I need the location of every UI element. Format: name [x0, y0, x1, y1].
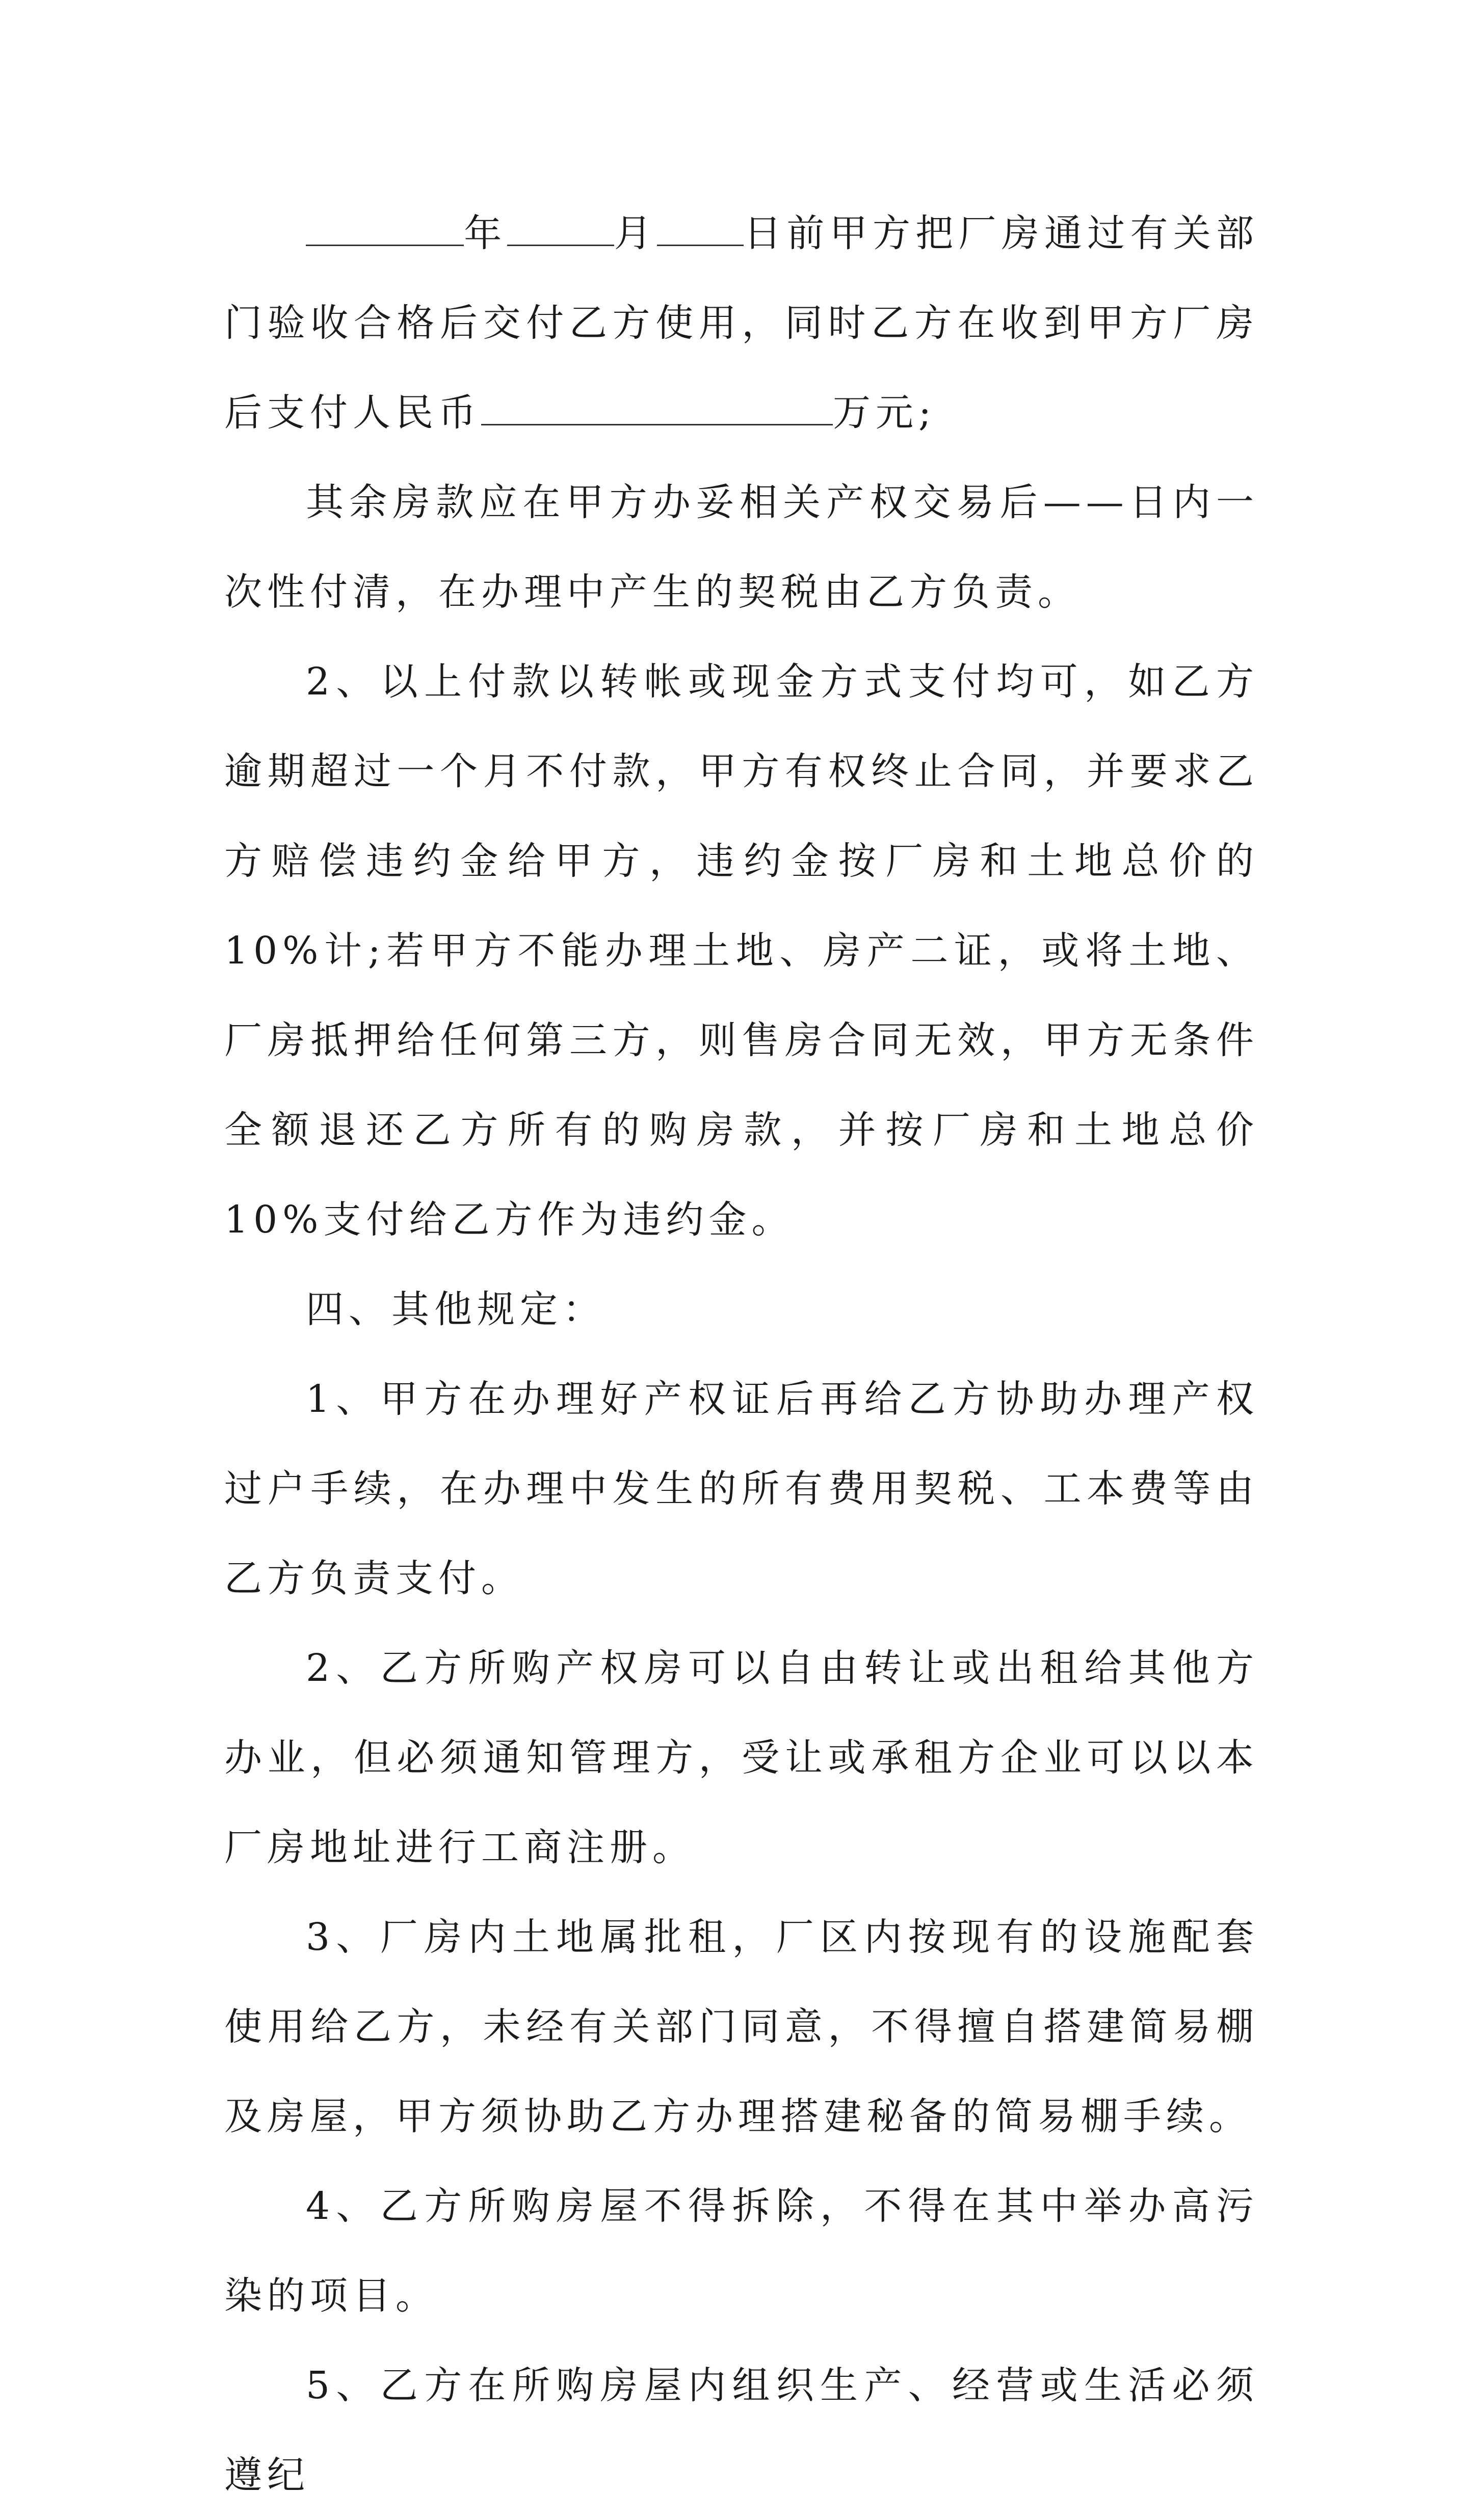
- paragraph-clause-payment-method: 2、以上付款以转帐或现金方式支付均可，如乙方逾期超过一个月不付款，甲方有权终止合同，并要求乙方赔偿违约金给甲方，违约金按厂房和土地总价的10%计;若甲方不能办理土地、房产二证，或将土地、厂房抵押给任何第三方，则售房合同无效，甲方无条件全额退还乙方所有的购房款，并按厂房和土地总价10%支付给乙方作为违约金。: [224, 660, 1259, 1242]
- paragraph-clause-5: 5、乙方在所购房屋内组织生产、经营或生活必须遵纪: [224, 2364, 1259, 2497]
- blank-line-month: [507, 214, 614, 246]
- blank-line-year: [306, 214, 464, 246]
- blank-line-amount: [481, 393, 833, 425]
- paragraph-clause-4: 4、乙方所购房屋不得拆除，不得在其中举办高污染的项目。: [224, 2184, 1259, 2318]
- paragraph-clause-3: 3、厂房内土地属批租，厂区内按现有的设施配套使用给乙方，未经有关部门同意，不得擅自搭建简易棚及房屋，甲方须协助乙方办理搭建秘备的简易棚手续。: [224, 1915, 1259, 2138]
- label-month: 月: [614, 211, 657, 255]
- paragraph-clause-1: 1、甲方在办理好产权证后再给乙方协助办理产权过户手续，在办理中发生的所有费用契税、工本费等由乙方负责支付。: [224, 1377, 1259, 1600]
- paragraph-clause-2: 2、乙方所购产权房可以自由转让或出租给其他方办业，但必须通知管理方，受让或承租方企业可以以本厂房地址进行工商注册。: [224, 1646, 1259, 1869]
- paragraph-delivery-payment: [224, 189, 1259, 458]
- label-year: 年: [464, 211, 507, 255]
- paragraph-remaining-payment: 其余房款应在甲方办妥相关产权交易后——日内一次性付清，在办理中产生的契税由乙方负责。: [224, 480, 1259, 614]
- label-unit: 万元;: [833, 391, 936, 435]
- section-heading-other-provisions: 四、其他规定：: [306, 1288, 605, 1331]
- paragraph-delivery-text: 日前甲方把厂房通过有关部门验收合格后交付乙方使用，同时乙方在收到甲方厂房后支付人民币: [224, 211, 1259, 435]
- document-body: [224, 189, 1259, 2520]
- blank-line-day: [657, 214, 744, 246]
